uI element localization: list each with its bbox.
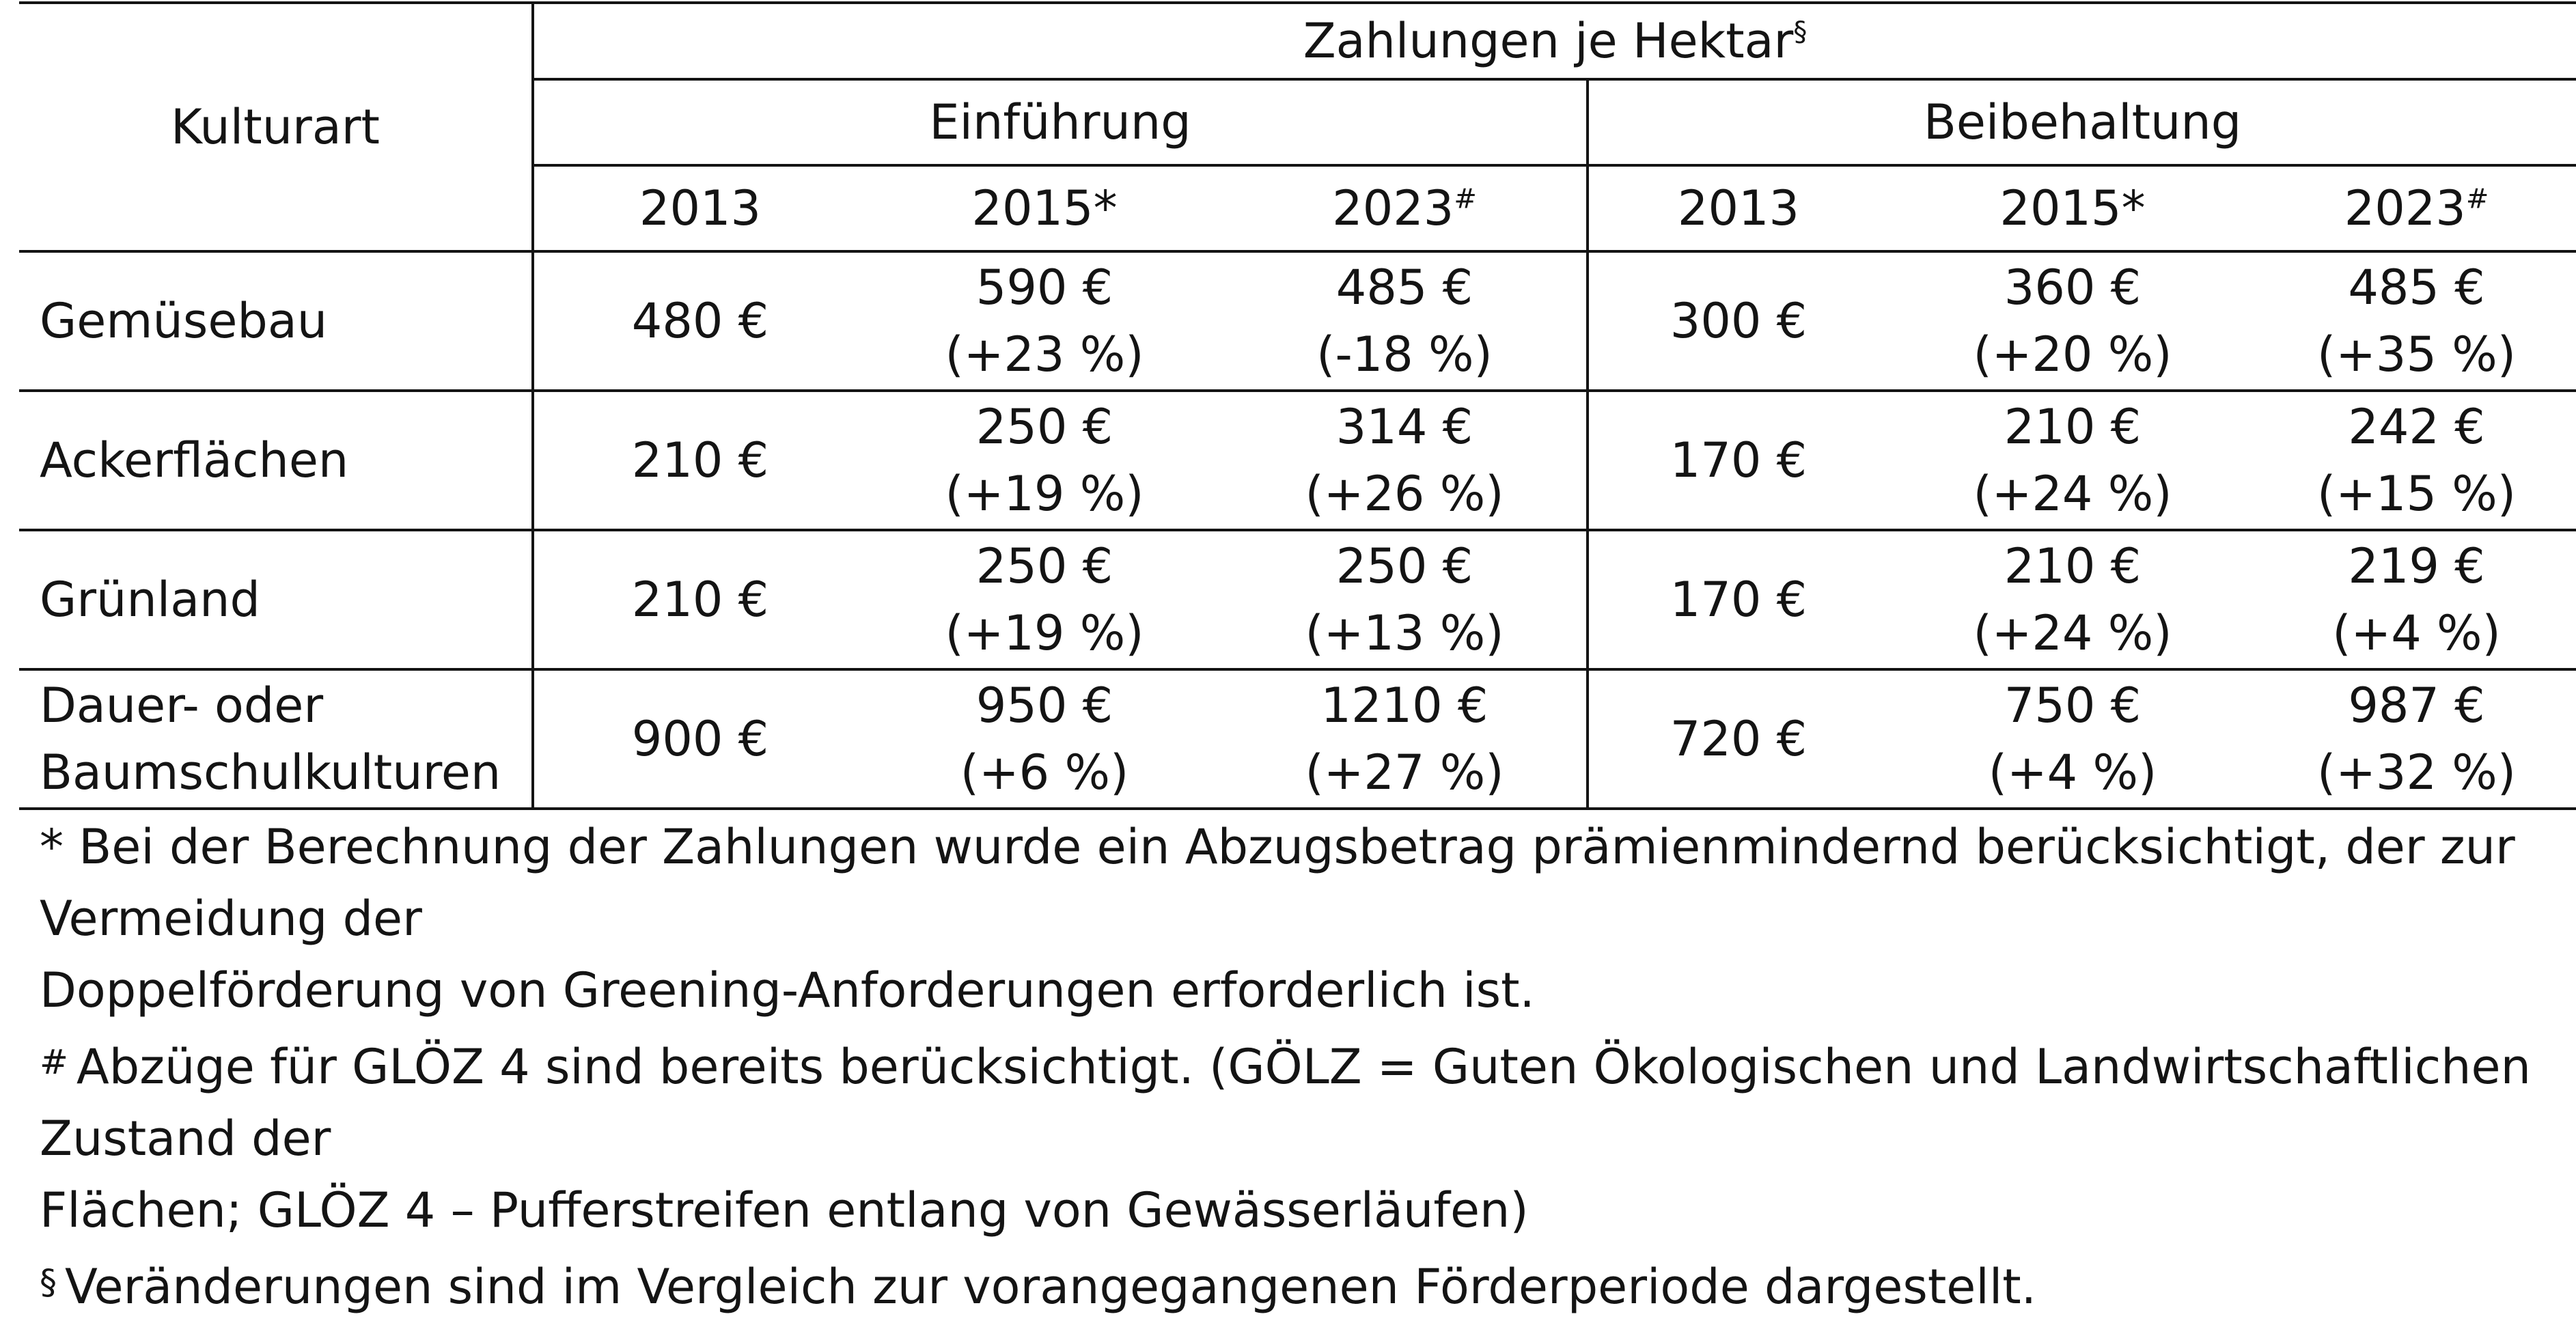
- payment-value: 950 €: [975, 678, 1113, 734]
- group-header: [533, 3, 2576, 79]
- payment-change: (-18 %): [1316, 326, 1493, 382]
- payment-value: 1210 €: [1320, 678, 1488, 734]
- payment-value: 300 €: [1670, 293, 1808, 349]
- footnote-section: [40, 1247, 2567, 1323]
- payment-value: 480 €: [631, 293, 769, 349]
- payment-cell: [866, 251, 1223, 391]
- year-label: 2023: [1332, 180, 1454, 236]
- year-header: [533, 165, 866, 251]
- payment-cell: [1888, 251, 2257, 391]
- payment-cell: [2257, 251, 2576, 391]
- payment-change: (+15 %): [2316, 466, 2517, 522]
- payment-change: (+19 %): [945, 605, 1144, 661]
- payment-cell: [1588, 391, 1888, 530]
- payment-cell: [1588, 251, 1888, 391]
- year-header: [1888, 165, 2257, 251]
- footnote-text: Veränderungen sind im Vergleich zur vorangegangenen Förderperiode dargestellt.: [65, 1259, 2036, 1315]
- crop-cell: [19, 391, 533, 530]
- payment-cell: [1888, 391, 2257, 530]
- payment-value: 987 €: [2348, 678, 2485, 734]
- payment-value: 210 €: [2004, 538, 2142, 594]
- crop-label: Gemüsebau: [40, 293, 328, 349]
- payment-value: 720 €: [1670, 711, 1808, 767]
- payment-change: (+19 %): [945, 466, 1144, 522]
- crop-label: Grünland: [40, 572, 260, 628]
- payment-change: (+24 %): [1973, 466, 2172, 522]
- payment-value: 900 €: [631, 711, 769, 767]
- footnote-hash: [40, 1027, 2567, 1247]
- table-row: [19, 530, 2576, 669]
- year-label: 2023: [2344, 180, 2466, 236]
- payment-change: (+4 %): [1988, 744, 2157, 800]
- year-label: 2015: [971, 180, 1094, 236]
- payment-value: 485 €: [2348, 260, 2485, 316]
- payment-change: (+24 %): [1973, 605, 2172, 661]
- group-header-label: Zahlungen je Hektar: [1303, 13, 1794, 69]
- year-mark: #: [2465, 183, 2489, 215]
- payment-change: (+6 %): [960, 744, 1129, 800]
- payment-cell: [1223, 530, 1588, 669]
- payment-value: 170 €: [1670, 572, 1808, 628]
- payment-change: (+35 %): [2316, 326, 2517, 382]
- payment-cell: [1588, 530, 1888, 669]
- payment-change: (+4 %): [2332, 605, 2501, 661]
- payment-cell: [1223, 669, 1588, 809]
- group-header-mark: §: [1793, 16, 1808, 48]
- payment-cell: [1223, 391, 1588, 530]
- footnote-asterisk: [40, 811, 2567, 1027]
- payment-value: 250 €: [975, 538, 1113, 594]
- payment-value: 314 €: [1335, 399, 1473, 455]
- crop-label: Dauer- oder: [40, 678, 324, 734]
- payment-value: 485 €: [1335, 260, 1473, 316]
- payment-cell: [866, 530, 1223, 669]
- payment-change: (+32 %): [2316, 744, 2517, 800]
- year-label: 2015: [1999, 180, 2122, 236]
- year-mark: #: [1454, 183, 1477, 215]
- payment-change: (+26 %): [1305, 466, 1504, 522]
- year-label: 2013: [1677, 180, 1800, 236]
- payment-cell: [2257, 391, 2576, 530]
- payment-value: 219 €: [2348, 538, 2485, 594]
- footnote-text: Bei der Berechnung der Zahlungen wurde ein Abzugsbetrag prämienmindernd berücksichtigt, der zur Vermeidung der: [40, 819, 2515, 947]
- year-mark: *: [2121, 180, 2146, 236]
- payment-value: 170 €: [1670, 432, 1808, 488]
- payment-cell: [533, 391, 866, 530]
- payment-cell: [2257, 669, 2576, 809]
- corner-header: [19, 3, 533, 251]
- year-label: 2013: [639, 180, 762, 236]
- footnotes: [40, 811, 2567, 1323]
- subgroup-header-beibehaltung: [1588, 79, 2576, 165]
- payment-cell: [2257, 530, 2576, 669]
- subgroup-label: Einführung: [929, 94, 1191, 150]
- payments-table: [19, 1, 2576, 810]
- year-header: [866, 165, 1223, 251]
- year-header: [2257, 165, 2576, 251]
- payment-value: 250 €: [1335, 538, 1473, 594]
- table-row: [19, 391, 2576, 530]
- payment-change: (+23 %): [945, 326, 1144, 382]
- crop-cell: [19, 251, 533, 391]
- payment-cell: [1888, 530, 2257, 669]
- payment-change: (+20 %): [1973, 326, 2172, 382]
- payment-cell: [533, 669, 866, 809]
- year-header: [1588, 165, 1888, 251]
- payment-value: 242 €: [2348, 399, 2485, 455]
- payment-value: 750 €: [2004, 678, 2142, 734]
- payment-value: 210 €: [631, 432, 769, 488]
- payment-value: 210 €: [631, 572, 769, 628]
- payment-cell: [1223, 251, 1588, 391]
- corner-header-label: Kulturart: [171, 99, 380, 155]
- subgroup-label: Beibehaltung: [1923, 94, 2242, 150]
- payment-cell: [1588, 669, 1888, 809]
- subgroup-header-einfuehrung: [533, 79, 1588, 165]
- table-row: [19, 669, 2576, 809]
- payment-value: 590 €: [975, 260, 1113, 316]
- footnote-text: Flächen; GLÖZ 4 – Pufferstreifen entlang von Gewässerläufen): [40, 1182, 1529, 1238]
- crop-label: Baumschulkulturen: [40, 744, 501, 800]
- payment-cell: [1888, 669, 2257, 809]
- crop-cell: [19, 530, 533, 669]
- footnote-mark: *: [40, 819, 64, 875]
- crop-cell: [19, 669, 533, 809]
- crop-label: Ackerflächen: [40, 432, 349, 488]
- year-header: [1223, 165, 1588, 251]
- payment-cell: [866, 669, 1223, 809]
- header-row-group: [19, 3, 2576, 79]
- year-mark: *: [1093, 180, 1118, 236]
- footnote-text: Abzüge für GLÖZ 4 sind bereits berücksichtigt. (GÖLZ = Guten Ökologischen und Landwirtschaftlichen Zustand der: [40, 1039, 2531, 1167]
- payment-cell: [866, 391, 1223, 530]
- payment-value: 210 €: [2004, 399, 2142, 455]
- payment-value: 250 €: [975, 399, 1113, 455]
- payment-change: (+27 %): [1305, 744, 1504, 800]
- footnote-mark: #: [40, 1042, 68, 1082]
- payment-change: (+13 %): [1305, 605, 1504, 661]
- table-row: [19, 251, 2576, 391]
- payment-cell: [533, 251, 866, 391]
- payment-value: 360 €: [2004, 260, 2142, 316]
- footnote-mark: §: [40, 1262, 57, 1302]
- payment-cell: [533, 530, 866, 669]
- footnote-text: Doppelförderung von Greening-Anforderungen erforderlich ist.: [40, 962, 1535, 1018]
